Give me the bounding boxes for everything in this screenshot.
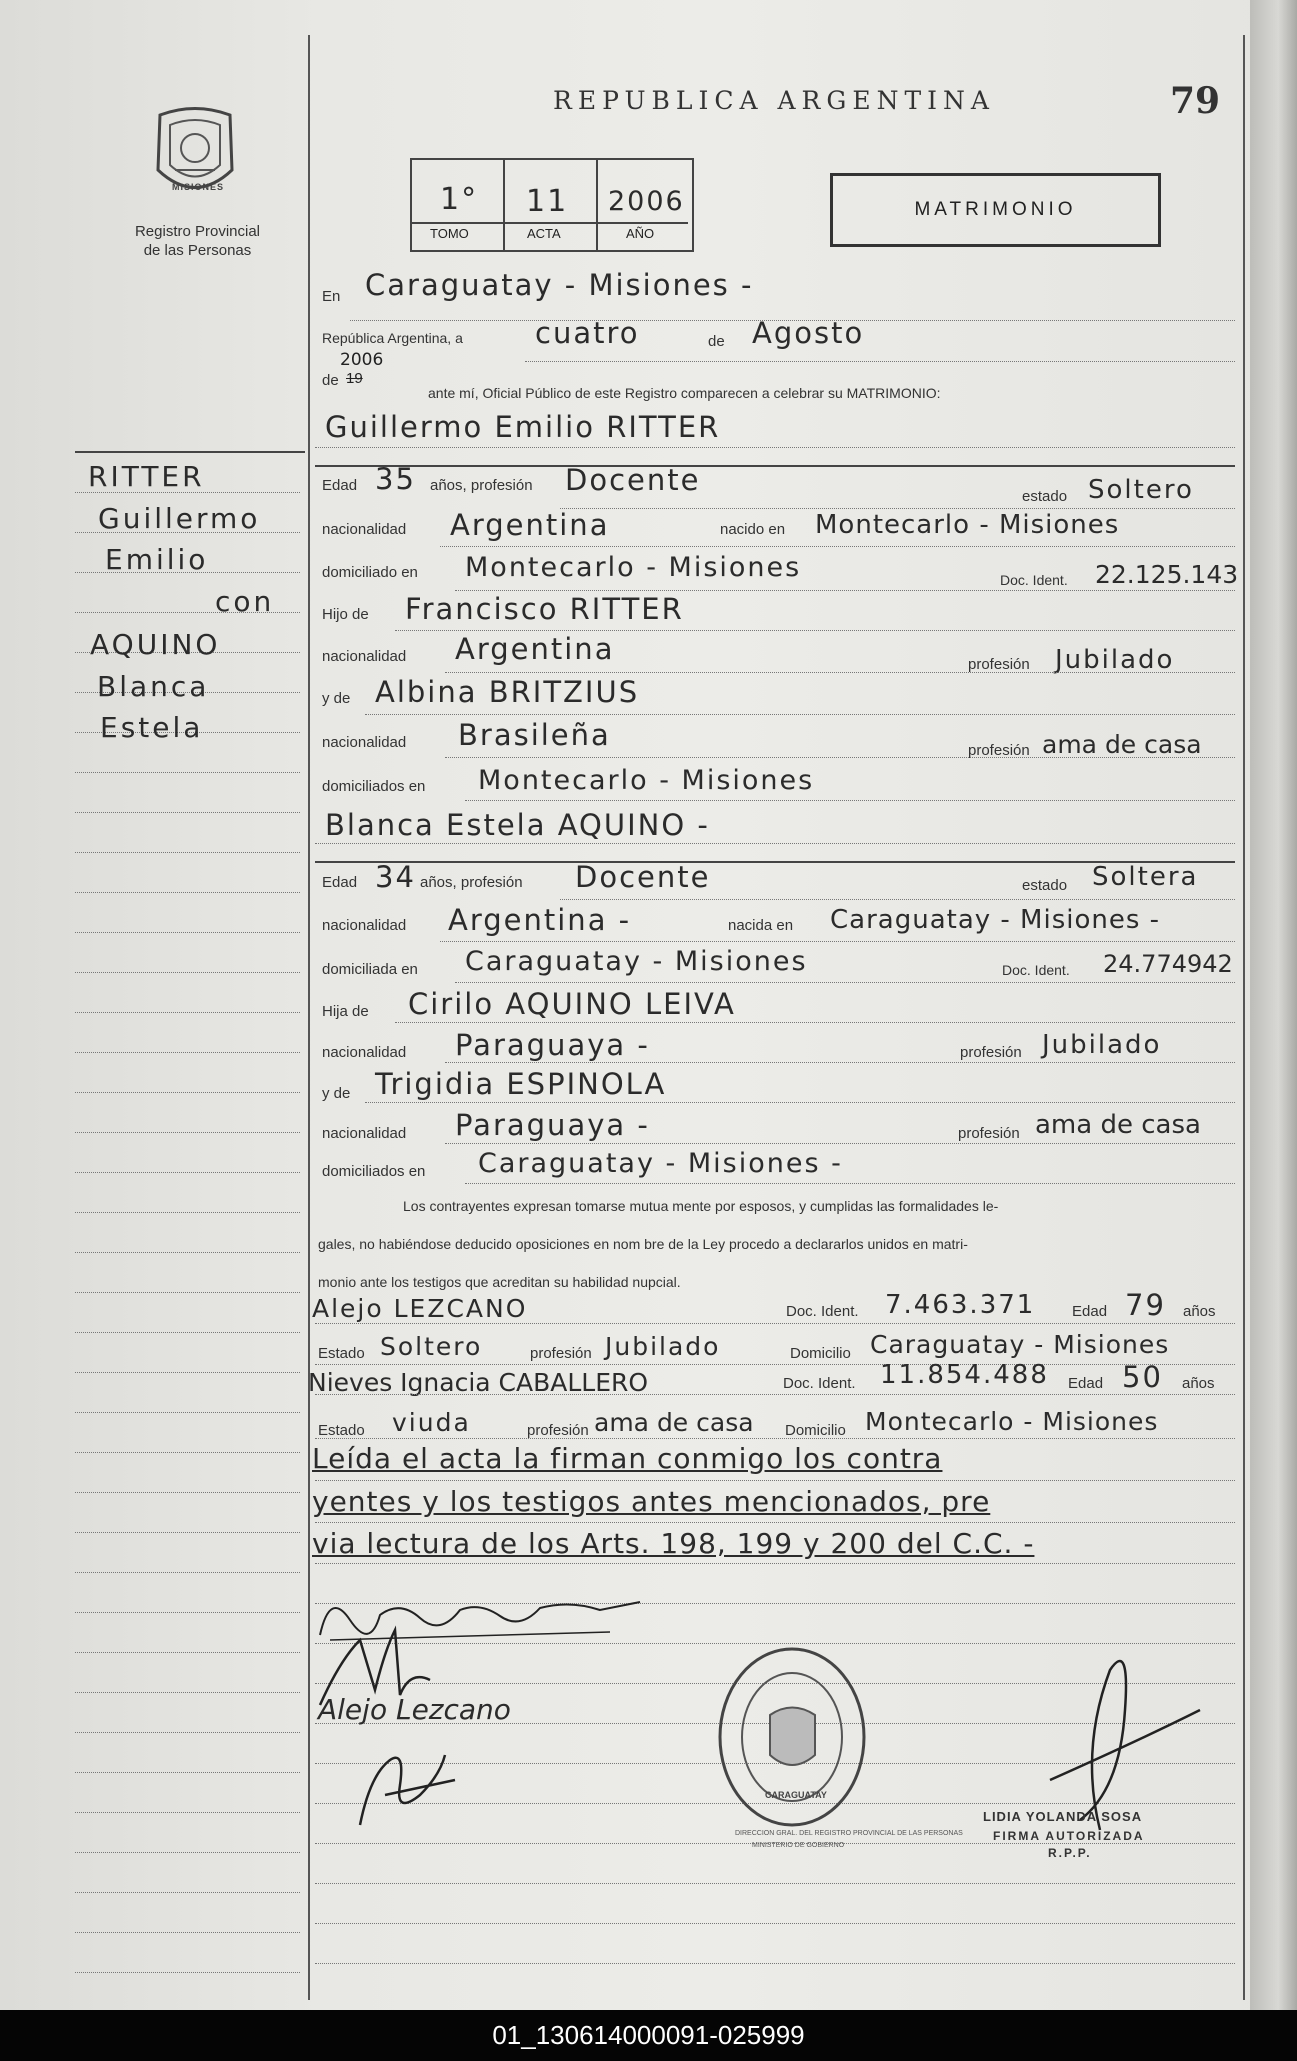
margin-name-5: AQUINO xyxy=(90,628,221,661)
official-seal-icon xyxy=(715,1645,870,1830)
record-number-box xyxy=(410,158,694,252)
witness2-anos-label: años xyxy=(1182,1375,1215,1392)
groom-doc-label: Doc. Ident. xyxy=(1000,572,1068,588)
witness2-doc: 11.854.488 xyxy=(880,1360,1049,1390)
registry-emblem-icon xyxy=(140,100,250,210)
witness1-prof-label: profesión xyxy=(530,1345,592,1362)
republica-label: República Argentina, a xyxy=(322,330,463,346)
bride-name: Blanca Estela AQUINO - xyxy=(325,808,710,842)
groom-mother-nac-label: nacionalidad xyxy=(322,734,407,751)
registry-name xyxy=(100,222,295,260)
month-value: Agosto xyxy=(752,316,865,350)
de-label: de xyxy=(708,333,725,350)
bride-mother-nationality: Paraguaya - xyxy=(455,1108,650,1142)
witness1-signature: Alejo Lezcano xyxy=(318,1693,511,1726)
bride-nationality: Argentina - xyxy=(448,903,632,937)
formula-line-1: Los contrayentes expresan tomarse mutua mente por esposos, y cumplidas las formalidades le- xyxy=(403,1198,999,1214)
witness1-profession: Jubilado xyxy=(605,1332,721,1361)
witness2-doc-label: Doc. Ident. xyxy=(783,1375,856,1392)
bride-mother: Trigidia ESPINOLA xyxy=(375,1067,667,1101)
binder-edge xyxy=(1250,0,1297,2010)
groom-parents-domicile: Montecarlo - Misiones xyxy=(478,765,815,796)
bride-mother-prof-label: profesión xyxy=(958,1125,1020,1142)
registry-line-1: Registro Provincial xyxy=(134,223,261,240)
registry-line-2: de las Personas xyxy=(143,242,252,259)
witness2-domicile: Montecarlo - Misiones xyxy=(865,1407,1159,1436)
witness1-name: Alejo LEZCANO xyxy=(312,1294,528,1323)
page-number: 79 xyxy=(1170,80,1221,122)
groom-profession: Docente xyxy=(565,463,701,497)
day-value: cuatro xyxy=(535,316,640,350)
groom-mother: Albina BRITZIUS xyxy=(375,675,640,709)
country-title: REPUBLICA ARGENTINA xyxy=(553,86,995,115)
groom-nationality: Argentina xyxy=(450,508,610,542)
groom-domicile: Montecarlo - Misiones xyxy=(465,552,802,583)
groom-edad-label: Edad xyxy=(322,477,358,494)
bride-doc: 24.774942 xyxy=(1103,950,1233,978)
groom-father-nationality: Argentina xyxy=(455,632,615,666)
seal-text: DIRECCION GRAL. DEL REGISTRO PROVINCIAL DE LAS PERSONAS xyxy=(735,1830,963,1837)
bride-nac-label: nacionalidad xyxy=(322,917,407,934)
groom-estado-label: estado xyxy=(1022,488,1068,505)
bride-born: Caraguatay - Misiones - xyxy=(830,905,1161,935)
margin-name-2: Guillermo xyxy=(98,502,261,535)
groom-father-label: Hijo de xyxy=(322,606,369,623)
officer-title: FIRMA AUTORIZADA xyxy=(993,1829,1145,1843)
bride-mother-label: y de xyxy=(322,1085,351,1102)
closing-line-2: yentes y los testigos antes mencionados, pre xyxy=(312,1485,991,1518)
witness1-edad: 79 xyxy=(1125,1288,1166,1322)
witness2-estado: viuda xyxy=(392,1408,471,1437)
groom-mother-label: y de xyxy=(322,690,351,707)
groom-nacido-label: nacido en xyxy=(720,521,786,538)
bride-estado: Soltera xyxy=(1092,862,1199,892)
bride-doc-label: Doc. Ident. xyxy=(1002,962,1070,978)
witness2-edad: 50 xyxy=(1122,1360,1163,1394)
groom-mother-prof-label: profesión xyxy=(968,742,1030,759)
tomo-label: TOMO xyxy=(430,226,469,241)
bride-parents-domicile: Caraguatay - Misiones - xyxy=(478,1148,843,1179)
groom-nac-label: nacionalidad xyxy=(322,521,407,538)
witness1-doc: 7.463.371 xyxy=(885,1290,1036,1320)
groom-mother-nationality: Brasileña xyxy=(458,718,611,752)
groom-parents-dom-label: domiciliados en xyxy=(322,778,426,795)
bride-father-profession: Jubilado xyxy=(1042,1030,1162,1060)
officer-name: LIDIA YOLANDA SOSA xyxy=(983,1809,1143,1824)
margin-name-1: RITTER xyxy=(88,460,205,493)
file-id-bar xyxy=(0,2010,1297,2061)
bride-mother-nac-label: nacionalidad xyxy=(322,1125,407,1142)
witness2-edad-label: Edad xyxy=(1068,1375,1104,1392)
margin-name-6: Blanca xyxy=(97,670,210,703)
groom-father-prof-label: profesión xyxy=(968,656,1030,673)
groom-dom-label: domiciliado en xyxy=(322,564,418,581)
bride-profession: Docente xyxy=(575,860,711,894)
seal-inner-text: MINISTERIO DE GOBIERNO xyxy=(752,1842,845,1849)
ano-value: 2006 xyxy=(608,186,685,217)
bride-mother-profession: ama de casa xyxy=(1035,1110,1201,1140)
acta-label: ACTA xyxy=(527,226,561,241)
groom-anos-label: años, profesión xyxy=(430,477,533,494)
margin-name-7: Estela xyxy=(100,711,204,744)
bride-edad-label: Edad xyxy=(322,874,358,891)
groom-edad: 35 xyxy=(375,462,416,496)
emblem-ribbon: MISIONES xyxy=(172,182,225,192)
ano-label: AÑO xyxy=(626,226,655,241)
closing-line-3: via lectura de los Arts. 198, 199 y 200 del C.C. - xyxy=(312,1527,1035,1560)
groom-father: Francisco RITTER xyxy=(405,592,684,626)
witness1-estado-label: Estado xyxy=(318,1345,365,1362)
bride-father: Cirilo AQUINO LEIVA xyxy=(408,987,736,1021)
witness2-name: Nieves Ignacia CABALLERO xyxy=(308,1368,649,1397)
witness1-domicile: Caraguatay - Misiones xyxy=(870,1330,1170,1359)
tomo-value: 1° xyxy=(440,182,479,217)
bride-dom-label: domiciliada en xyxy=(322,961,418,978)
en-label: En xyxy=(322,288,341,305)
witness2-dom-label: Domicilio xyxy=(785,1422,846,1439)
ante-text: ante mí, Oficial Público de este Registro comparecen a celebrar su MATRIMONIO: xyxy=(428,385,941,401)
year-value: 2006 xyxy=(340,350,384,370)
groom-doc: 22.125.143 xyxy=(1095,560,1239,589)
bride-anos-label: años, profesión xyxy=(420,874,523,891)
bride-father-prof-label: profesión xyxy=(960,1044,1022,1061)
right-margin-rule xyxy=(1243,35,1245,2000)
witness1-edad-label: Edad xyxy=(1072,1303,1108,1320)
place-value: Caraguatay - Misiones - xyxy=(365,268,754,302)
formula-text xyxy=(318,1187,1236,1301)
bride-edad: 34 xyxy=(375,860,416,894)
matrimonio-box: MATRIMONIO xyxy=(830,173,1161,247)
margin-name-3: Emilio xyxy=(105,543,209,576)
file-id: 01_130614000091-025999 xyxy=(492,2020,805,2050)
margin-name-4: con xyxy=(215,585,275,618)
groom-name: Guillermo Emilio RITTER xyxy=(325,410,721,444)
witness1-dom-label: Domicilio xyxy=(790,1345,851,1362)
witness2-profession: ama de casa xyxy=(594,1408,754,1437)
groom-father-nac-label: nacionalidad xyxy=(322,648,407,665)
formula-line-2: gales, no habiéndose deducido oposiciones en nom bre de la Ley procedo a declararlos unidos en matri- xyxy=(318,1236,968,1252)
bride-parents-dom-label: domiciliados en xyxy=(322,1163,426,1180)
bride-nacida-label: nacida en xyxy=(728,917,794,934)
bride-father-label: Hija de xyxy=(322,1003,369,1020)
witness1-doc-label: Doc. Ident. xyxy=(786,1303,859,1320)
groom-mother-profession: ama de casa xyxy=(1042,730,1202,759)
groom-born: Montecarlo - Misiones xyxy=(815,510,1120,540)
witness1-estado: Soltero xyxy=(380,1332,483,1361)
bride-estado-label: estado xyxy=(1022,877,1068,894)
officer-org: R.P.P. xyxy=(1048,1846,1092,1860)
bride-father-nationality: Paraguaya - xyxy=(455,1028,650,1062)
witness2-estado-label: Estado xyxy=(318,1422,365,1439)
year-struck: 19 xyxy=(346,370,363,387)
seal-city: CARAGUATAY xyxy=(765,1790,827,1800)
witness2-signature xyxy=(345,1735,475,1835)
de-label-2: de xyxy=(322,372,339,389)
closing-line-1: Leída el acta la firman conmigo los contra xyxy=(312,1442,943,1475)
bride-father-nac-label: nacionalidad xyxy=(322,1044,407,1061)
acta-value: 11 xyxy=(526,184,569,219)
groom-father-profession: Jubilado xyxy=(1055,645,1175,675)
formula-line-3: monio ante los testigos que acreditan su habilidad nupcial. xyxy=(318,1274,681,1290)
bride-domicile: Caraguatay - Misiones xyxy=(465,946,808,977)
witness2-prof-label: profesión xyxy=(527,1422,589,1439)
groom-estado: Soltero xyxy=(1088,475,1194,505)
witness1-anos-label: años xyxy=(1183,1303,1216,1320)
